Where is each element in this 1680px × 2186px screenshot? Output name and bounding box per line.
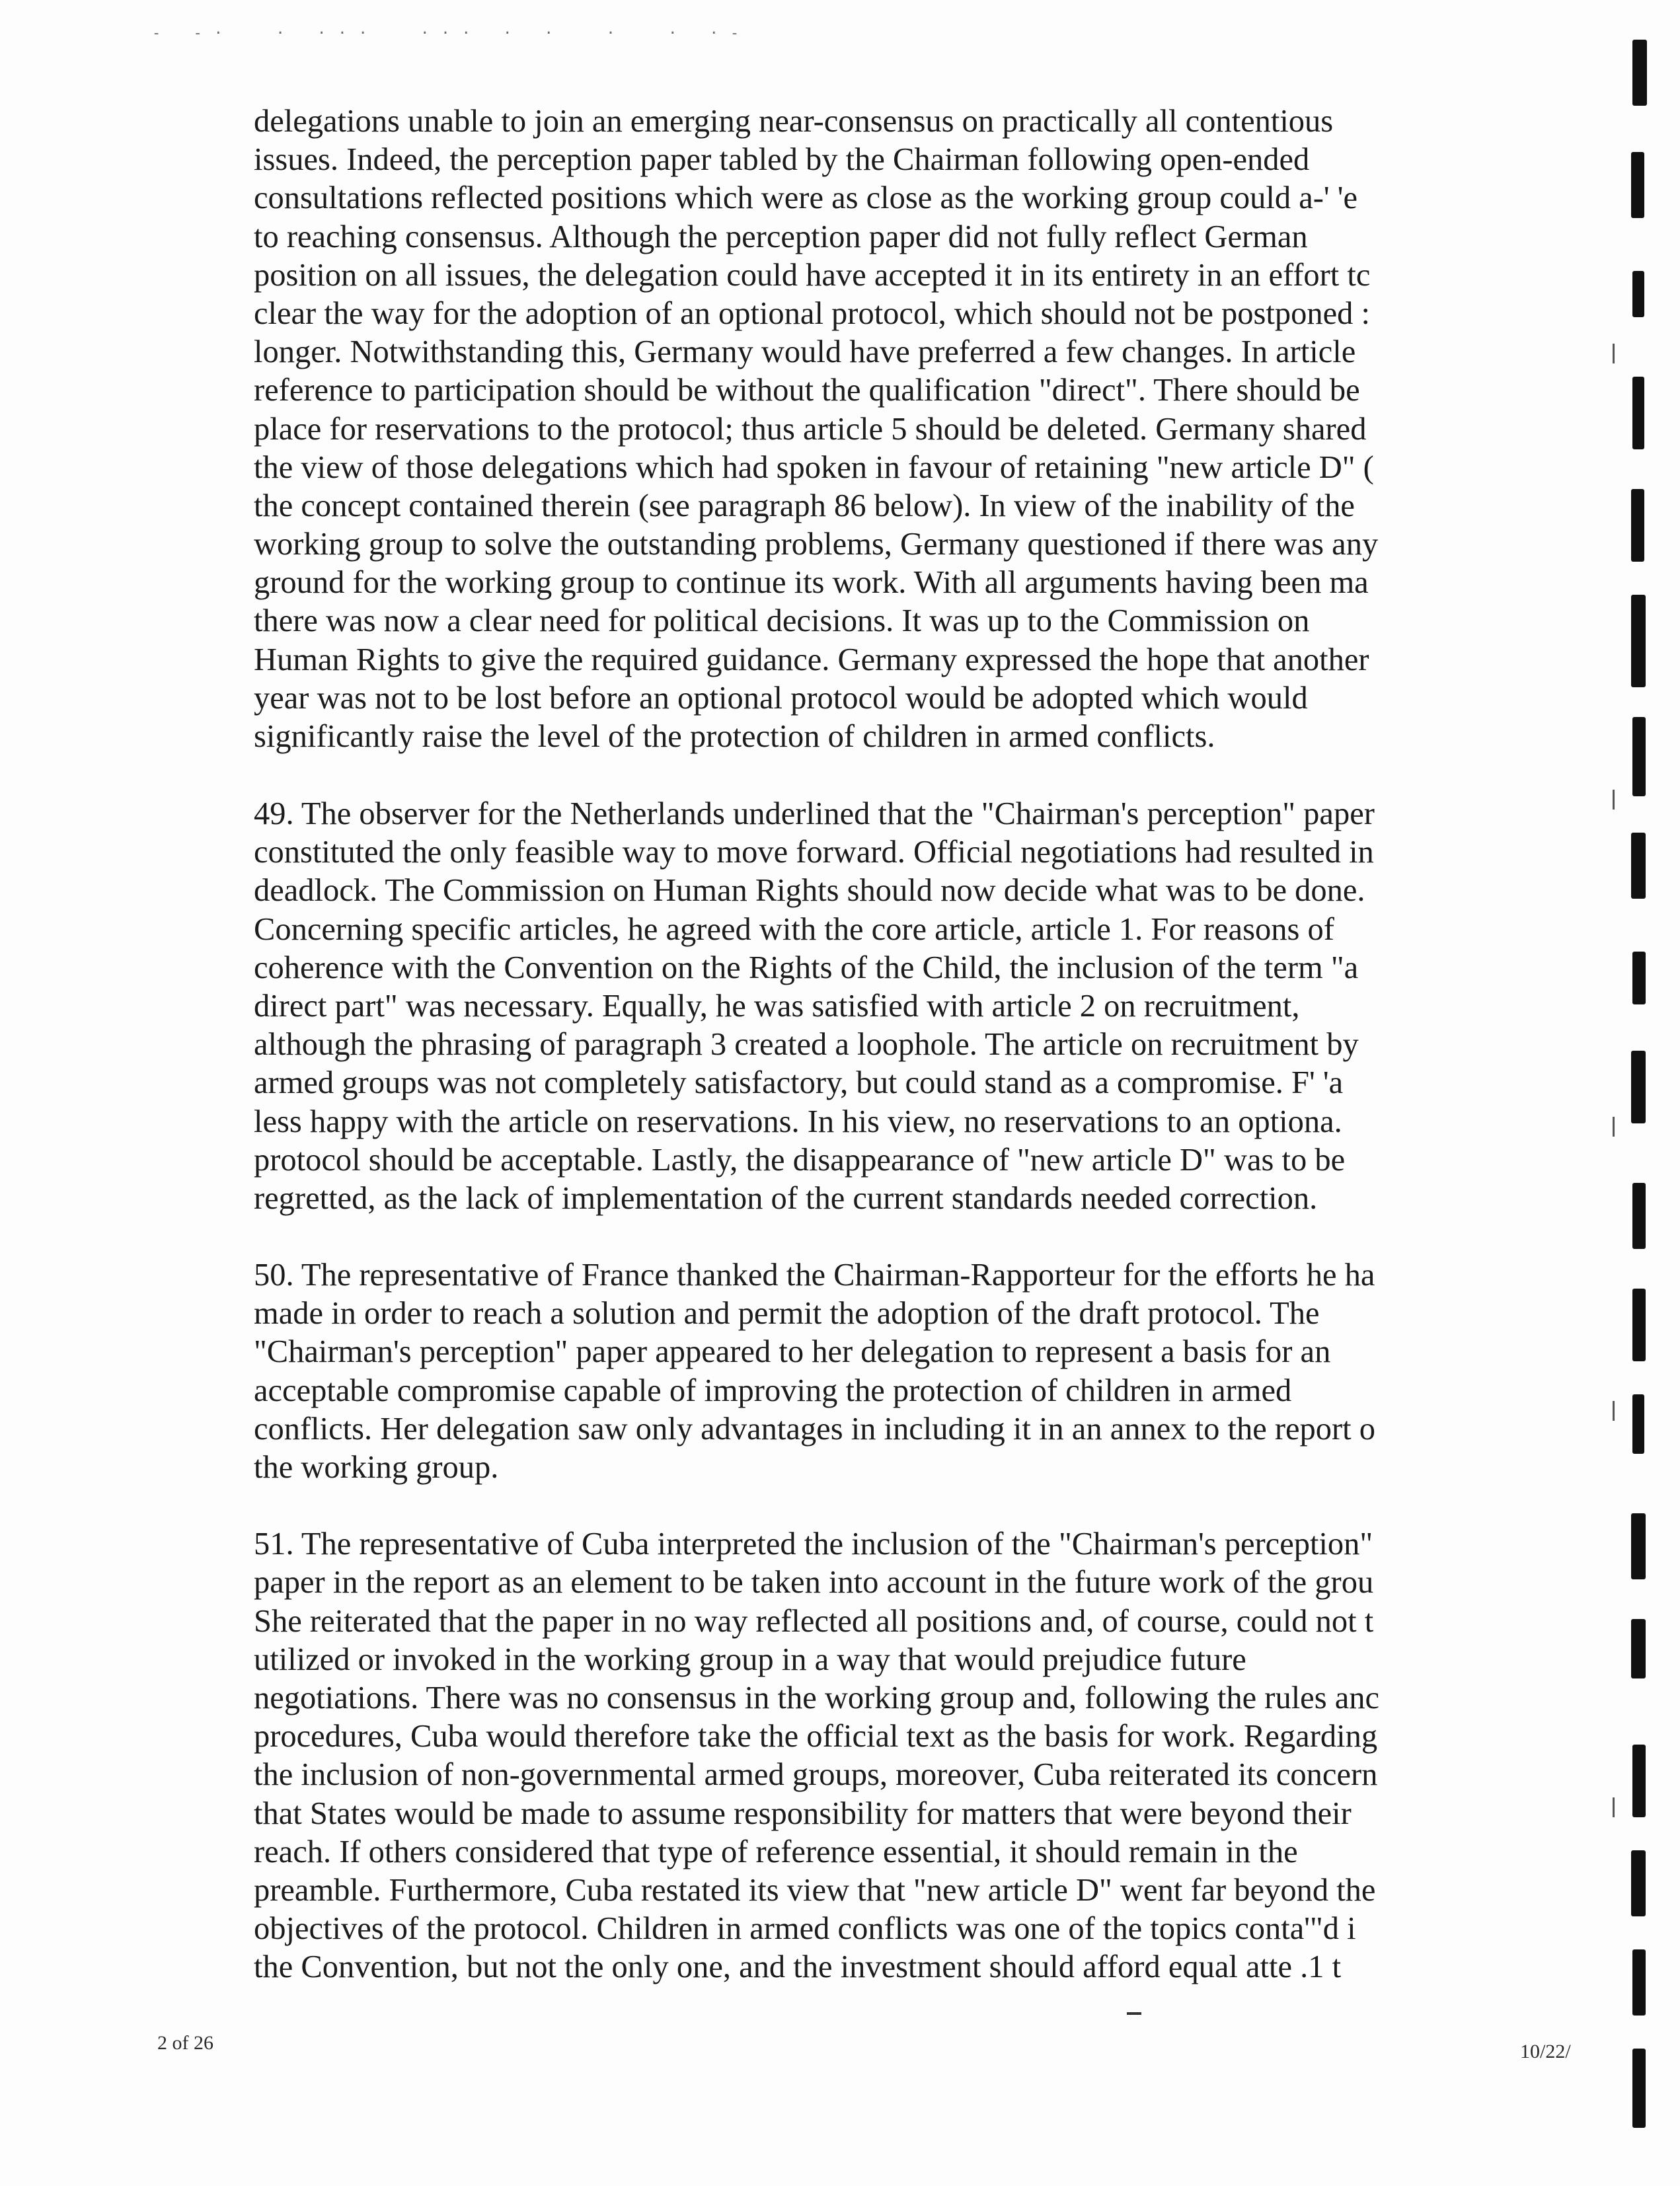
text-line: issues. Indeed, the perception paper tabled by the Chairman following open-ended bbox=[254, 142, 1310, 178]
text-line: delegations unable to join an emerging near-consensus on practically all contentious bbox=[254, 104, 1334, 139]
text-line: direct part" was necessary. Equally, he was satisfied with article 2 on recruitment, bbox=[254, 988, 1300, 1024]
text-line: preamble. Furthermore, Cuba restated its view that "new article D" went far beyond the bbox=[254, 1872, 1376, 1908]
margin-bar bbox=[1632, 1745, 1646, 1817]
paragraph-51 bbox=[254, 1525, 1609, 1986]
text-line: year was not to be lost before an optional protocol would be adopted which would bbox=[254, 680, 1308, 716]
text-line: armed groups was not completely satisfactory, but could stand as a compromise. F' 'a bbox=[254, 1065, 1344, 1101]
text-line: procedures, Cuba would therefore take the official text as the basis for work. Regarding bbox=[254, 1719, 1378, 1754]
margin-bar bbox=[1632, 377, 1644, 449]
text-line: the concept contained therein (see paragraph 86 below). In view of the inability of the bbox=[254, 488, 1355, 523]
text-line: She reiterated that the paper in no way reflected all positions and, of course, could not t bbox=[254, 1603, 1374, 1639]
text-line: deadlock. The Commission on Human Rights should now decide what was to be done. bbox=[254, 873, 1365, 909]
margin-bar bbox=[1632, 271, 1644, 317]
margin-bar bbox=[1632, 952, 1646, 1004]
document-body bbox=[254, 102, 1609, 1986]
margin-bar bbox=[1632, 1949, 1646, 2016]
text-line: utilized or invoked in the working group in a way that would prejudice future bbox=[254, 1641, 1246, 1677]
margin-scan-marks bbox=[1613, 0, 1665, 2186]
text-line: significantly raise the level of the protection of children in armed conflicts. bbox=[254, 719, 1215, 754]
margin-tick bbox=[1613, 1117, 1615, 1137]
margin-bar bbox=[1631, 1850, 1646, 1916]
margin-tick bbox=[1613, 1797, 1615, 1817]
text-line: the Convention, but not the only one, and the investment should afford equal atte .1 t bbox=[254, 1949, 1342, 1985]
margin-bar bbox=[1631, 152, 1644, 218]
text-line: less happy with the article on reservations. In his view, no reservations to an optiona. bbox=[254, 1104, 1342, 1139]
text-line: the view of those delegations which had spoken in favour of retaining "new article D" ( bbox=[254, 449, 1374, 485]
text-line: protocol should be acceptable. Lastly, the disappearance of "new article D" was to be bbox=[254, 1142, 1346, 1178]
text-line: constituted the only feasible way to move forward. Official negotiations had resulted in bbox=[254, 835, 1374, 870]
margin-bar bbox=[1631, 595, 1646, 687]
margin-bar bbox=[1631, 833, 1646, 899]
text-line: made in order to reach a solution and permit the adoption of the draft protocol. The bbox=[254, 1296, 1320, 1332]
text-line: reach. If others considered that type of reference essential, it should remain in the bbox=[254, 1834, 1298, 1869]
text-line: clear the way for the adoption of an optional protocol, which should not be postponed : bbox=[254, 295, 1371, 331]
text-line: consultations reflected positions which were as close as the working group could a-' 'e bbox=[254, 180, 1358, 216]
text-line: although the phrasing of paragraph 3 created a loophole. The article on recruitment by bbox=[254, 1027, 1359, 1063]
text-line: Concerning specific articles, he agreed with the core article, article 1. For reasons of bbox=[254, 911, 1334, 947]
text-line: acceptable compromise capable of improving the protection of children in armed bbox=[254, 1373, 1292, 1408]
paragraph-49 bbox=[254, 795, 1609, 1218]
margin-bar bbox=[1632, 717, 1646, 796]
text-line: 51. The representative of Cuba interpreted the inclusion of the "Chairman's perception" bbox=[254, 1526, 1373, 1562]
text-line: ground for the working group to continue its work. With all arguments having been ma bbox=[254, 565, 1369, 601]
margin-bar bbox=[1631, 489, 1644, 562]
margin-bar bbox=[1631, 1051, 1646, 1123]
margin-bar bbox=[1632, 1394, 1644, 1454]
text-line: Human Rights to give the required guidance. Germany expressed the hope that another bbox=[254, 642, 1369, 677]
margin-bar bbox=[1632, 1289, 1646, 1361]
text-line: place for reservations to the protocol; thus article 5 should be deleted. Germany shared bbox=[254, 411, 1367, 447]
text-line: paper in the report as an element to be taken into account in the future work of the grou bbox=[254, 1565, 1374, 1601]
text-line: 49. The observer for the Netherlands underlined that the "Chairman's perception" paper bbox=[254, 796, 1375, 831]
text-line: longer. Notwithstanding this, Germany would have preferred a few changes. In article bbox=[254, 334, 1356, 370]
text-line: that States would be made to assume responsibility for matters that were beyond their bbox=[254, 1795, 1352, 1831]
margin-tick bbox=[1613, 790, 1615, 810]
text-line: the inclusion of non-governmental armed groups, moreover, Cuba reiterated its concern bbox=[254, 1757, 1378, 1793]
text-line: "Chairman's perception" paper appeared to her delegation to represent a basis for an bbox=[254, 1334, 1331, 1370]
margin-bar bbox=[1631, 1513, 1646, 1579]
text-line: to reaching consensus. Although the perception paper did not fully reflect German bbox=[254, 219, 1308, 254]
text-line: there was now a clear need for political decisions. It was up to the Commission on bbox=[254, 603, 1310, 639]
footer-dash bbox=[1127, 2012, 1141, 2015]
text-line: coherence with the Convention on the Rights of the Child, the inclusion of the term "a bbox=[254, 950, 1359, 985]
text-line: regretted, as the lack of implementation of the current standards needed correction. bbox=[254, 1180, 1318, 1216]
margin-tick bbox=[1613, 344, 1615, 363]
margin-bar bbox=[1632, 40, 1647, 106]
header-scan-marks: - -· · ··· ··· · · · · ·- bbox=[152, 25, 751, 42]
paragraph-48-continuation bbox=[254, 102, 1609, 757]
text-line: 50. The representative of France thanked the Chairman-Rapporteur for the efforts he ha bbox=[254, 1258, 1375, 1293]
margin-bar bbox=[1632, 1183, 1646, 1249]
margin-bar bbox=[1632, 2049, 1646, 2128]
text-line: position on all issues, the delegation could have accepted it in its entirety in an effort tc bbox=[254, 257, 1371, 293]
text-line: conflicts. Her delegation saw only advantages in including it in an annex to the report o bbox=[254, 1411, 1376, 1447]
text-line: objectives of the protocol. Children in armed conflicts was one of the topics conta'"d i bbox=[254, 1911, 1356, 1947]
text-line: the working group. bbox=[254, 1450, 499, 1485]
text-line: reference to participation should be without the qualification "direct". There should be bbox=[254, 373, 1360, 408]
margin-bar bbox=[1631, 1619, 1646, 1678]
margin-tick bbox=[1613, 1401, 1615, 1421]
text-line: working group to solve the outstanding problems, Germany questioned if there was any bbox=[254, 527, 1379, 562]
footer-date-fragment: 10/22/ bbox=[1520, 2041, 1571, 2062]
text-line: negotiations. There was no consensus in the working group and, following the rules anc bbox=[254, 1680, 1379, 1715]
paragraph-50 bbox=[254, 1256, 1609, 1487]
page-number: 2 of 26 bbox=[157, 2032, 213, 2054]
